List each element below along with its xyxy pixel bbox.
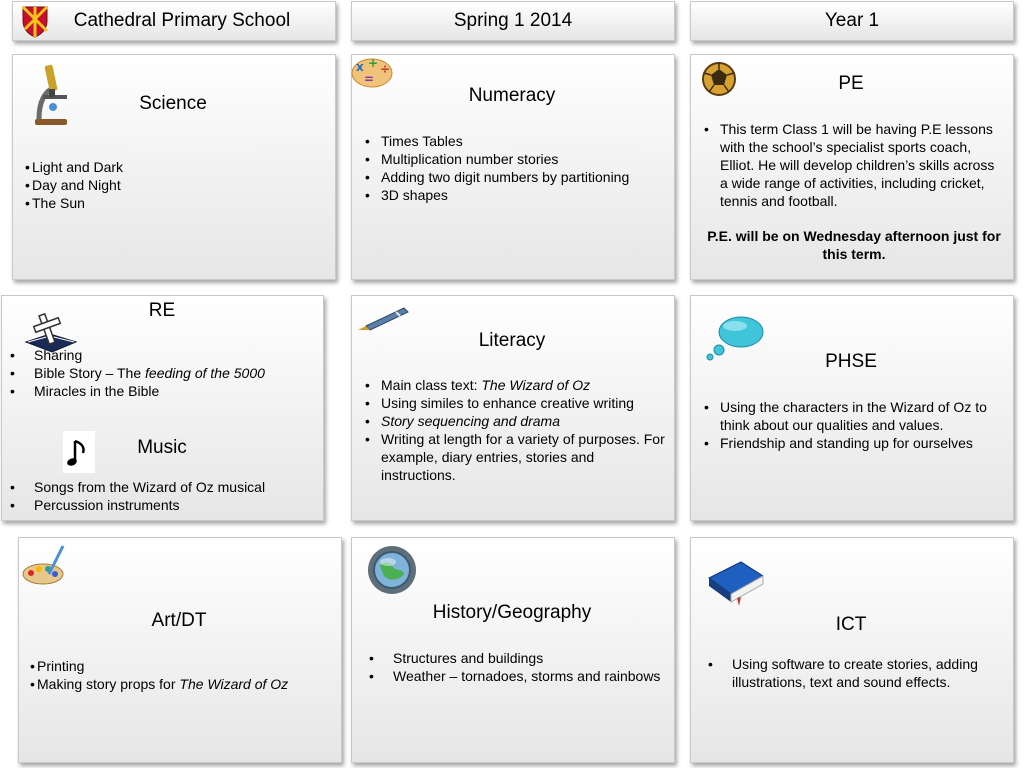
phse-panel [690, 295, 1014, 521]
speech-bubble-icon [705, 314, 765, 362]
list-item: • Day and Night [25, 176, 325, 194]
list-item: • Songs from the Wizard of Oz musical [2, 478, 317, 496]
pe-panel [690, 54, 1014, 280]
list-item: • Using software to create stories, adding illustrations, text and sound effects. [700, 655, 1005, 691]
list-item: • Printing [30, 657, 335, 675]
globe-icon [366, 544, 418, 596]
list-item: • Miracles in the Bible [2, 382, 317, 400]
literacy-title: Literacy [478, 330, 546, 351]
year-label: Year 1 [824, 10, 880, 31]
fountain-pen-icon [356, 302, 410, 332]
list-item: • Making story props for The Wizard of Oz [30, 675, 335, 693]
header-term [351, 1, 675, 41]
re-music-panel [1, 295, 324, 521]
header-school [12, 1, 336, 41]
list-item: • The Sun [25, 194, 325, 212]
art-title: Art/DT [151, 610, 207, 631]
svg-text:=: = [364, 72, 375, 86]
ict-list [700, 655, 1005, 691]
microscope-icon [29, 61, 73, 127]
re-title: RE [148, 300, 176, 321]
term-label: Spring 1 2014 [453, 10, 573, 31]
pe-title: PE [838, 73, 864, 94]
list-item: • Structures and buildings [361, 649, 666, 667]
list-item: • 3D shapes [363, 186, 668, 204]
svg-text:x: x [356, 60, 364, 74]
svg-text:+: + [368, 56, 379, 70]
list-item: • Light and Dark [25, 158, 325, 176]
science-title: Science [139, 93, 207, 114]
re-list [2, 346, 317, 400]
school-name: Cathedral Primary School [73, 10, 291, 31]
school-crest-icon [21, 5, 49, 39]
music-note-icon [63, 431, 95, 473]
art-list [30, 657, 335, 693]
phse-list [702, 398, 1007, 452]
history-list [361, 649, 666, 685]
history-panel [351, 537, 675, 763]
literacy-panel [351, 295, 675, 521]
list-item: • Sharing [2, 346, 317, 364]
list-item: • Bible Story – The feeding of the 5000 [2, 364, 317, 382]
list-item: • Writing at length for a variety of purposes. For example, diary entries, stories and instructions. [363, 430, 668, 484]
math-symbols-icon [350, 53, 394, 89]
music-title: Music [137, 437, 187, 458]
list-item: • Main class text: The Wizard of Oz [363, 376, 668, 394]
list-item: • Friendship and standing up for ourselves [702, 434, 1007, 452]
history-title: History/Geography [432, 602, 592, 623]
book-icon [705, 556, 765, 606]
numeracy-title: Numeracy [468, 85, 556, 106]
list-item: • Using the characters in the Wizard of Oz to think about our qualities and values. [702, 398, 1007, 434]
list-item: • Using similes to enhance creative writing [363, 394, 668, 412]
pe-list [702, 120, 1002, 210]
literacy-list [363, 376, 668, 484]
ict-title: ICT [835, 614, 867, 635]
paint-palette-icon [21, 544, 67, 586]
list-item: • Weather – tornadoes, storms and rainbows [361, 667, 666, 685]
science-panel [12, 54, 336, 280]
art-panel [18, 537, 342, 763]
list-item: • Times Tables [363, 132, 668, 150]
ict-panel [690, 537, 1014, 763]
science-list [25, 158, 325, 212]
svg-text:÷: ÷ [380, 62, 391, 76]
list-item: • Multiplication number stories [363, 150, 668, 168]
pe-note: P.E. will be on Wednesday afternoon just for this term. [707, 228, 1001, 262]
numeracy-panel [351, 54, 675, 280]
list-item: • Percussion instruments [2, 496, 317, 514]
football-icon [699, 61, 739, 97]
music-list [2, 478, 317, 514]
list-item: • Story sequencing and drama [363, 412, 668, 430]
header-year [690, 1, 1014, 41]
list-item: • Adding two digit numbers by partitioning [363, 168, 668, 186]
phse-title: PHSE [825, 351, 877, 372]
list-item: • This term Class 1 will be having P.E lessons with the school’s specialist sports coach, Elliot. He will develop children’s skills across a wide range of activities, including cricket, tennis and football. [702, 120, 1002, 210]
numeracy-list [363, 132, 668, 204]
